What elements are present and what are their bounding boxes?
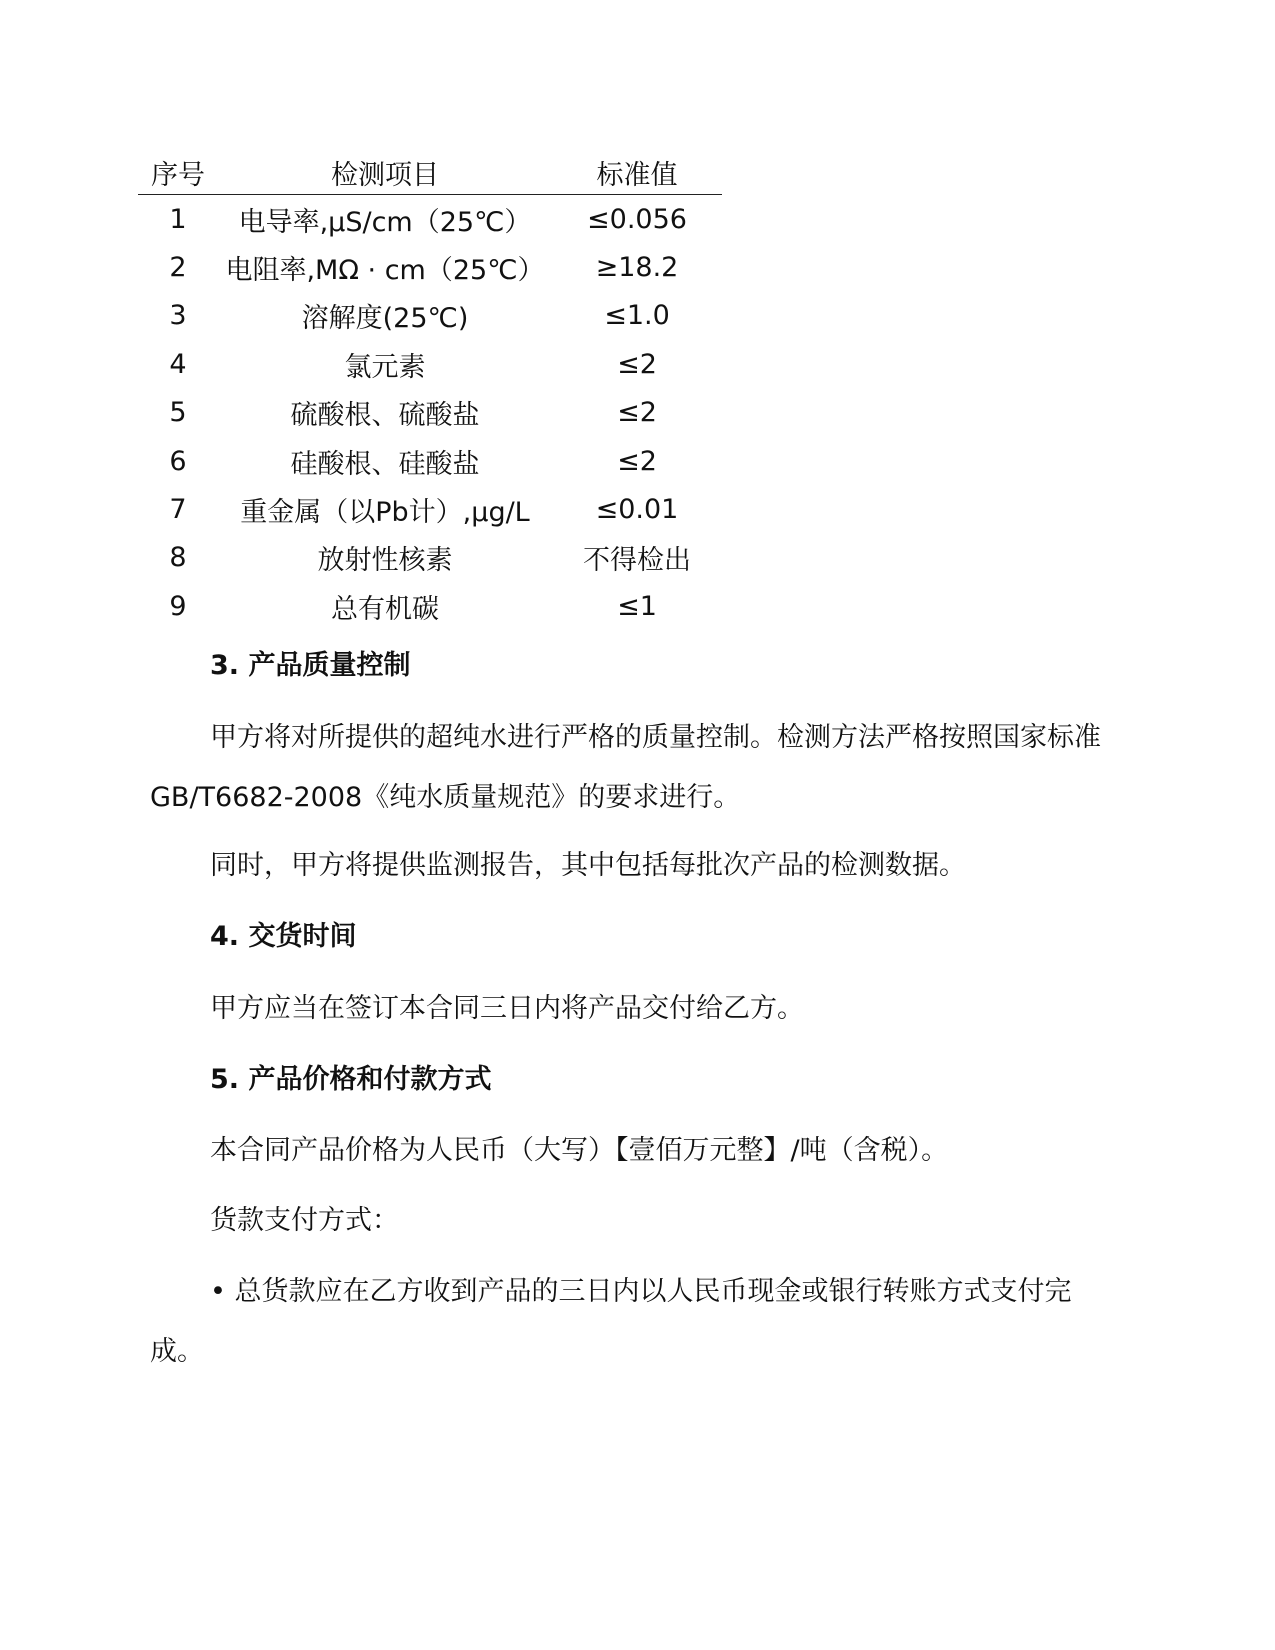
cell-no: 9	[169, 590, 187, 622]
table-row	[138, 243, 722, 291]
table-row	[138, 292, 722, 340]
section-5-paragraph-1: 本合同产品价格为人民币（大写）【壹佰万元整】/吨（含税）。	[210, 1135, 949, 1166]
cell-item: 氯元素	[344, 351, 426, 383]
header-item: 检测项目	[218, 150, 552, 195]
cell-item: 溶解度(25℃)	[301, 303, 469, 335]
section-3-paragraph-1: 甲方将对所提供的超纯水进行严格的质量控制。检测方法严格按照国家标准GB/T6682-2008《纯水质量规范》的要求进行。	[150, 722, 1101, 813]
table-row	[138, 485, 722, 533]
table-row	[138, 582, 722, 630]
table-row	[138, 340, 722, 388]
table-row	[138, 389, 722, 437]
cell-item: 硫酸根、硫酸盐	[290, 400, 480, 432]
section-5-heading: 5. 产品价格和付款方式	[210, 1064, 492, 1095]
cell-no: 3	[169, 300, 187, 332]
header-no: 序号	[138, 150, 218, 195]
cell-no: 2	[169, 252, 187, 284]
cell-standard: ≥18.2	[595, 252, 679, 284]
cell-item: 硅酸根、硅酸盐	[290, 448, 480, 480]
cell-item: 总有机碳	[331, 593, 439, 625]
cell-standard: ≤0.056	[587, 203, 687, 235]
cell-no: 4	[169, 348, 187, 380]
cell-standard: ≤2	[617, 348, 657, 380]
section-4-heading: 4. 交货时间	[210, 921, 357, 952]
cell-standard: ≤2	[617, 397, 657, 429]
cell-item: 重金属（以Pb计）,μg/L	[240, 497, 530, 529]
table-row	[138, 437, 722, 485]
section-3-heading: 3. 产品质量控制	[210, 650, 411, 681]
section-3-paragraph-2: 同时，甲方将提供监测报告，其中包括每批次产品的检测数据。	[210, 850, 966, 881]
cell-item: 电阻率,MΩ · cm（25℃）	[225, 255, 545, 287]
cell-standard: ≤1	[617, 590, 657, 622]
spec-table	[138, 150, 722, 631]
cell-standard: ≤1.0	[604, 300, 670, 332]
section-5-bullet-1: • 总货款应在乙方收到产品的三日内以人民币现金或银行转账方式支付完成。	[150, 1276, 1072, 1367]
cell-no: 1	[169, 203, 187, 235]
cell-item: 放射性核素	[317, 545, 453, 577]
cell-standard: ≤0.01	[595, 494, 679, 526]
cell-standard: ≤2	[617, 445, 657, 477]
cell-standard: 不得检出	[583, 545, 691, 577]
cell-item: 电导率,μS/cm（25℃）	[238, 206, 532, 238]
cell-no: 5	[169, 397, 187, 429]
section-4-paragraph-1: 甲方应当在签订本合同三日内将产品交付给乙方。	[210, 993, 804, 1024]
section-5-paragraph-2: 货款支付方式：	[210, 1205, 399, 1236]
cell-no: 6	[169, 445, 187, 477]
cell-no: 7	[169, 494, 187, 526]
header-standard: 标准值	[552, 150, 722, 195]
table-header-row	[138, 150, 722, 195]
table-row	[138, 534, 722, 582]
table-row	[138, 195, 722, 244]
cell-no: 8	[169, 542, 187, 574]
